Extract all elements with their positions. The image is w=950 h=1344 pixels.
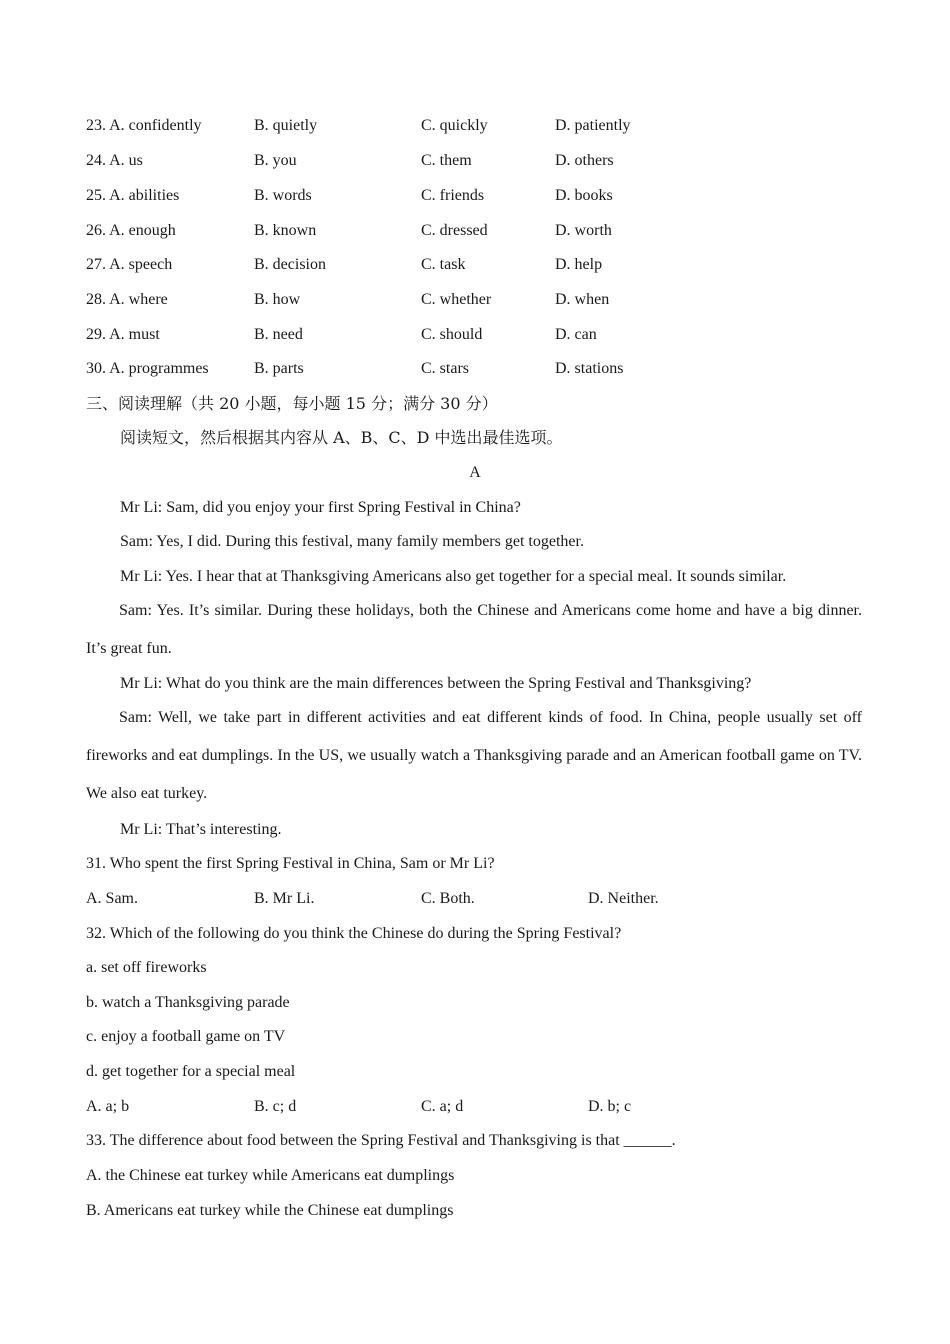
dialogue-line: Mr Li: Sam, did you enjoy your first Spring Festival in China? — [120, 499, 521, 516]
list-item: c. enjoy a football game on TV — [86, 1028, 286, 1045]
dialogue-paragraph: Sam: Well, we take part in different activities and eat different kinds of food. In China, people usually set off fireworks and eat dumplings. In the US, we usually watch a Thanksgiving parade and an American football game on TV. We also eat turkey. — [86, 709, 862, 802]
cloze-option-row: 30. A. programmes B. parts C. stars D. stations — [86, 360, 624, 377]
dialogue-line: Mr Li: What do you think are the main differences between the Spring Festival and Thanksgiving? — [120, 675, 752, 692]
dialogue-paragraph: Sam: Yes. It’s similar. During these holidays, both the Chinese and Americans come home and have a big dinner. It’s great fun. — [86, 602, 862, 657]
list-item: d. get together for a special meal — [86, 1063, 296, 1080]
cloze-option-row: 28. A. where B. how C. whether D. when — [86, 291, 610, 308]
list-item: b. watch a Thanksgiving parade — [86, 994, 290, 1011]
option-b: B. c; d — [254, 1098, 297, 1115]
passage-label: A — [469, 464, 481, 481]
option-d: D. b; c — [588, 1098, 632, 1115]
question-stem: 32. Which of the following do you think the Chinese do during the Spring Festival? — [86, 925, 622, 942]
section-heading: 三、阅读理解（共 20 小题，每小题 15 分；满分 30 分） — [86, 394, 498, 413]
answer-options — [86, 889, 659, 909]
option-a: A. the Chinese eat turkey while Americans eat dumplings — [86, 1167, 455, 1184]
cloze-option-row: 26. A. enough B. known C. dressed D. worth — [86, 222, 612, 239]
dialogue-line: Mr Li: That’s interesting. — [120, 821, 282, 838]
cloze-option-row: 23. A. confidently B. quietly C. quickly D. patiently — [86, 117, 631, 134]
question-stem: 33. The difference about food between the Spring Festival and Thanksgiving is that ______. — [86, 1132, 676, 1149]
cloze-option-row: 24. A. us B. you C. them D. others — [86, 152, 614, 169]
option-c: C. Both. — [421, 890, 475, 907]
question-stem: 31. Who spent the first Spring Festival in China, Sam or Mr Li? — [86, 855, 495, 872]
option-b: B. Mr Li. — [254, 890, 315, 907]
option-d: D. Neither. — [588, 890, 659, 907]
option-a: A. a; b — [86, 1098, 130, 1115]
answer-options — [86, 1097, 631, 1117]
dialogue-line: Sam: Yes, I did. During this festival, many family members get together. — [120, 533, 584, 550]
cloze-option-row: 25. A. abilities B. words C. friends D. books — [86, 187, 613, 204]
cloze-option-row: 27. A. speech B. decision C. task D. help — [86, 256, 603, 273]
dialogue-line: Mr Li: Yes. I hear that at Thanksgiving Americans also get together for a special meal. It sounds similar. — [120, 568, 787, 585]
option-c: C. a; d — [421, 1098, 464, 1115]
option-b: B. Americans eat turkey while the Chinese eat dumplings — [86, 1202, 454, 1219]
section-instruction: 阅读短文，然后根据其内容从 A、B、C、D 中选出最佳选项。 — [120, 428, 563, 447]
cloze-option-row: 29. A. must B. need C. should D. can — [86, 326, 597, 343]
list-item: a. set off fireworks — [86, 959, 207, 976]
option-a: A. Sam. — [86, 890, 138, 907]
